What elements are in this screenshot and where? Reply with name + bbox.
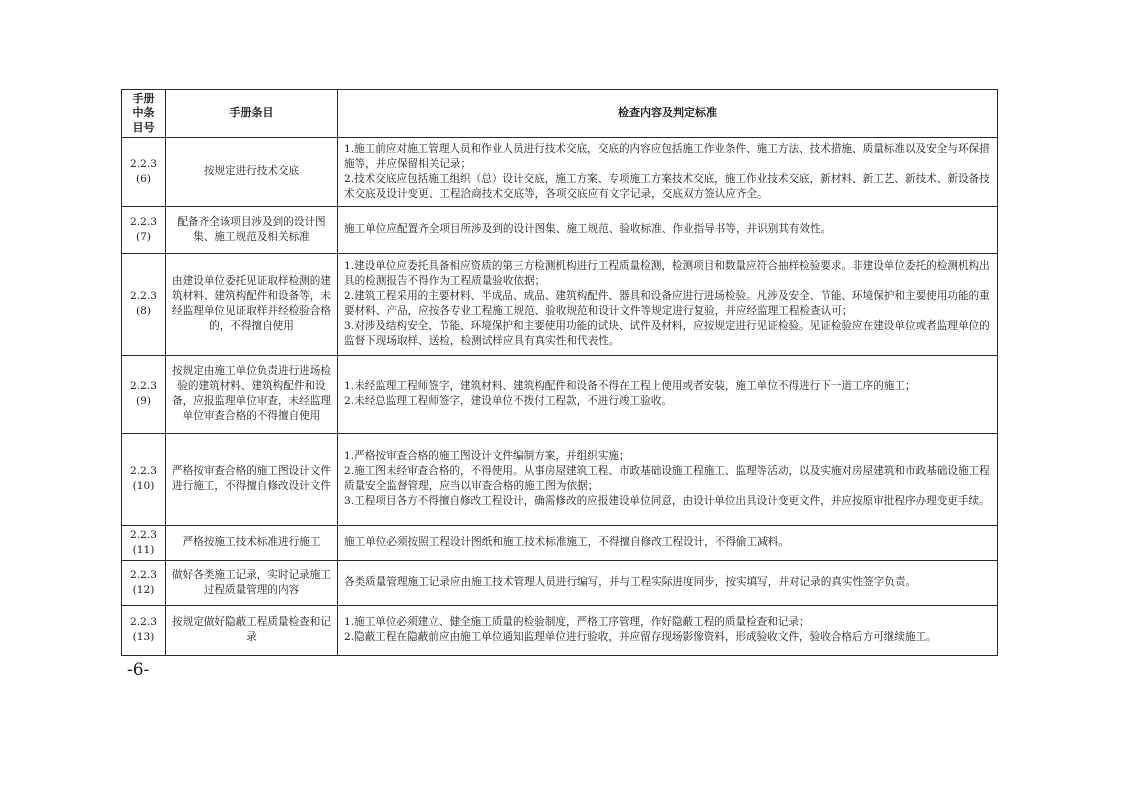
- item-number-cell: [122, 560, 166, 605]
- item-number-sub: (8): [135, 305, 151, 318]
- criteria-line: 2.未经总监理工程师签字，建设单位不拨付工程款，不进行竣工验收。: [344, 395, 672, 408]
- table-row: [122, 433, 998, 525]
- table-row: [122, 137, 998, 206]
- criteria-line: 各类质量管理施工记录应由施工技术管理人员进行编写，并与工程实际进度同步，按实填写，并对记录的真实性签字负责。: [344, 576, 917, 589]
- criteria-line: 2.隐蔽工程在隐蔽前应由施工单位通知监理单位进行验收，并应留存现场影像资料，形成验收文件，验收合格后方可继续施工。: [344, 631, 937, 644]
- table-header-row: [122, 90, 998, 138]
- table-row: [122, 206, 998, 253]
- criteria-line: 1.施工前应对施工管理人员和作业人员进行技术交底，交底的内容应包括施工作业条件、施工方法、技术措施、质量标准以及安全与环保措施等，并应保留相关记录；: [344, 142, 990, 170]
- inspection-table: [121, 89, 998, 656]
- table-row: [122, 525, 998, 560]
- criteria-cell: [338, 206, 998, 253]
- item-title-cell: 做好各类施工记录，实时记录施工过程质量管理的内容: [166, 560, 338, 605]
- item-number-main: 2.2.3: [130, 157, 157, 170]
- item-number-sub: (13): [132, 631, 155, 644]
- item-number-cell: [122, 525, 166, 560]
- criteria-line: 施工单位必须按照工程设计图纸和施工技术标准施工，不得擅自修改工程设计，不得偷工减料。: [344, 536, 789, 549]
- header-item-title: 手册条目: [166, 90, 338, 138]
- item-title-cell: 按规定由施工单位负责进行进场检验的建筑材料、建筑构配件和设备，应报监理单位审查，未经监理单位审查合格的不得擅自使用: [166, 355, 338, 433]
- item-number-main: 2.2.3: [130, 290, 157, 303]
- header-criteria: 检查内容及判定标准: [338, 90, 998, 138]
- item-number-cell: [122, 253, 166, 355]
- item-number-sub: (11): [132, 543, 155, 556]
- item-title-cell: 按规定做好隐蔽工程质量检查和记录: [166, 605, 338, 655]
- item-number-sub: (10): [132, 480, 155, 493]
- table-row: [122, 355, 998, 433]
- table-row: [122, 560, 998, 605]
- table-row: [122, 605, 998, 655]
- item-number-main: 2.2.3: [130, 465, 157, 478]
- criteria-line: 3.工程项目各方不得擅自修改工程设计，确需修改的应报建设单位同意，由设计单位出具设计变更文件，并应按原审批程序办理变更手续。: [344, 495, 990, 508]
- item-number-main: 2.2.3: [130, 215, 157, 228]
- criteria-line: 施工单位应配置齐全项目所涉及到的设计图集、施工规范、验收标准、作业指导书等，并识别其有效性。: [344, 223, 832, 236]
- item-number-sub: (7): [135, 230, 151, 243]
- table-row: [122, 253, 998, 355]
- criteria-cell: [338, 253, 998, 355]
- criteria-line: 1.严格按审查合格的施工图设计文件编制方案，并组织实施；: [344, 450, 630, 463]
- item-title-cell: 严格按审查合格的施工图设计文件进行施工，不得擅自修改设计文件: [166, 433, 338, 525]
- criteria-line: 1.建设单位应委托具备相应资质的第三方检测机构进行工程质量检测，检测项目和数量应符合抽样检验要求。非建设单位委托的检测机构出具的检测报告不得作为工程质量验收依据；: [344, 260, 990, 288]
- criteria-cell: [338, 525, 998, 560]
- item-number-cell: [122, 355, 166, 433]
- item-number-sub: (6): [135, 172, 151, 185]
- item-number-sub: (9): [135, 395, 151, 408]
- item-number-main: 2.2.3: [130, 568, 157, 581]
- item-title-cell: 由建设单位委托见证取样检测的建筑材料、建筑构配件和设备等，未经监理单位见证取样并经检验合格的，不得擅自使用: [166, 253, 338, 355]
- item-number-cell: [122, 206, 166, 253]
- criteria-cell: [338, 355, 998, 433]
- table-body: [122, 137, 998, 655]
- criteria-line: 3.对涉及结构安全、节能、环境保护和主要使用功能的试块、试件及材料，应按规定进行见证检验。见证检验应在建设单位或者监理单位的监督下现场取样、送检，检测试样应具有真实性和代表性。: [344, 320, 990, 348]
- item-number-sub: (12): [132, 583, 155, 596]
- criteria-cell: [338, 433, 998, 525]
- item-number-cell: [122, 137, 166, 206]
- criteria-line: 2.施工图未经审查合格的，不得使用。从事房屋建筑工程、市政基础设施工程施工、监理等活动，以及实施对房屋建筑和市政基础设施工程质量安全监督管理，应当以审查合格的施工图为依据；: [344, 465, 990, 493]
- item-number-cell: [122, 605, 166, 655]
- criteria-line: 2.建筑工程采用的主要材料、半成品、成品、建筑构配件、器具和设备应进行进场检验。凡涉及安全、节能、环境保护和主要使用功能的重要材料、产品，应按各专业工程施工规范、验收规范和设计文件等规定进行复验，并应经监理工程检查认可；: [344, 290, 990, 318]
- item-title-cell: 严格按施工技术标准进行施工: [166, 525, 338, 560]
- item-title-cell: 配备齐全该项目涉及到的设计图集、施工规范及相关标准: [166, 206, 338, 253]
- criteria-line: 2.技术交底应包括施工组织（总）设计交底，施工方案、专项施工方案技术交底，施工作业技术交底，新材料、新工艺、新技术、新设备技术交底及设计变更、工程洽商技术交底等，各项交底应有文字记录，交底双方签认应齐全。: [344, 172, 990, 200]
- item-number-main: 2.2.3: [130, 528, 157, 541]
- criteria-line: 1.未经监理工程师签字，建筑材料、建筑构配件和设备不得在工程上使用或者安装，施工单位不得进行下一道工序的施工；: [344, 380, 916, 393]
- item-number-main: 2.2.3: [130, 616, 157, 629]
- criteria-cell: [338, 560, 998, 605]
- page-number: -6-: [127, 660, 150, 680]
- criteria-cell: [338, 137, 998, 206]
- criteria-cell: [338, 605, 998, 655]
- criteria-line: 1.施工单位必须建立、健全施工质量的检验制度，严格工序管理，作好隐蔽工程的质量检查和记录；: [344, 616, 810, 629]
- item-number-cell: [122, 433, 166, 525]
- item-number-main: 2.2.3: [130, 380, 157, 393]
- item-title-cell: 按规定进行技术交底: [166, 137, 338, 206]
- header-item-number: 手册中条目号: [122, 90, 166, 138]
